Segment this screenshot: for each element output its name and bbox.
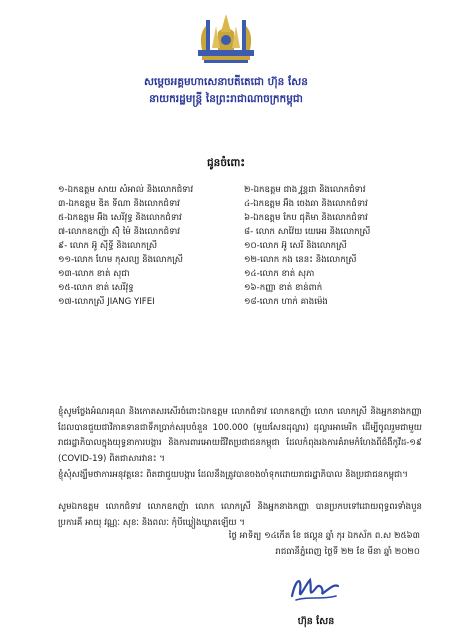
recipient-item: ១៧-លោកស្រី JIANG YIFEI bbox=[58, 296, 155, 307]
recipient-item: ១៥-លោក ខាត់ សេរីវុទ្ធ bbox=[58, 282, 134, 293]
recipient-item: ៩- លោក អ៊ូ ស៊ីទ្ធី និងលោកស្រី bbox=[58, 240, 158, 251]
blessing-paragraph: សូមឯកឧត្តម លោកជំទាវ លោកឧកញ៉ា លោក លោកស្រី និងអ្នកនាងកញ្ញា បានប្រកបទៅដោយពុទ្ធពរទាំងបួនប្រការគឺ អាយុ វណ្ណៈ សុខៈ និងពលៈ កុំបីឃ្លៀងឃ្លាតឡើយ ។ bbox=[58, 502, 422, 528]
thanks-paragraph: ខ្ញុំសូមថ្លែងអំណរគុណ និងកោតសរសើរចំពោះឯកឧត្តម លោកជំទាវ លោកឧកញ៉ា លោក លោកស្រី និងអ្នកនាងកញ្ញា ដែលបានជួយជាវិភាគទានជាទឹកប្រាក់សរុបចំនួន 100.000 (មួយសែនដុល្លារ) ដុល្លារអាមេរិក ដើម្បីចូលរួមជាមួយរាជរដ្ឋាភិបាលក្នុងយុទ្ធនាការបង្ការ និងការពារអោយជីវិតប្រជាជនកម្ពុជា ដែលកំពុងរងការគំរាមកំហែងពីជំងឺកូវីដ-១៩ (COVID-19) ពិតជាសារវានះ ។ bbox=[58, 407, 422, 464]
royal-coat-of-arms-icon bbox=[196, 10, 256, 68]
recipient-item: ៧-លោកឧកញ៉ា ស៊ុំ ម៉ៃ និងលោកជំទាវ bbox=[58, 226, 180, 237]
addressee-heading: ជូនចំពោះ bbox=[207, 157, 245, 169]
sender-position: នាយករដ្ឋមន្ត្រី នៃព្រះរាជាណាចក្រកម្ពុជា bbox=[149, 93, 303, 105]
recipient-item: ១៤-លោក ខាត់ សុភា bbox=[244, 268, 315, 279]
recipient-item: ១០-លោក អ៊ូ សេរី និងលោកស្រី bbox=[244, 240, 347, 251]
lunar-date: ថ្ងៃ អាទិត្យ ១៤កើត ខែ ផល្គុន ឆ្នាំ កុរ ឯកស័ក ព.ស ២៥៦៣ bbox=[228, 531, 420, 541]
recipient-item: ៨- លោក សាវ៉ៃយ យេអេរ និងលោកស្រី bbox=[244, 226, 371, 237]
recipient-item: ២-ឯកឧត្តម ជាង វុន្ណដា និងលោកជំទាវ bbox=[244, 185, 366, 195]
sender-title: សម្តេចអគ្គមហាសេនាបតីតេជោ ហ៊ុន សែន bbox=[144, 76, 308, 88]
recipient-item: ៤-ឯកឧត្តម អ៊ឹង ចេងឆា និងលោកជំទាវ bbox=[244, 198, 368, 209]
recipient-item: ១២-លោក កង នេនះ និងលោកស្រី bbox=[244, 254, 357, 265]
recipient-item: ១៦-កញ្ញា ខាត់ ខាន់ពាក់ bbox=[244, 282, 323, 293]
recipient-item: ១១-លោក ហែម កុសល្យ និងលោកស្រី bbox=[58, 254, 183, 265]
signer-name: ហ៊ុន សែន bbox=[297, 616, 335, 627]
recipient-list bbox=[58, 184, 428, 308]
recipient-item: ១-ឯកឧត្តម សាយ សំអាល់ និងលោកជំទាវ bbox=[58, 185, 194, 195]
solar-date: រាជធានីភ្នំពេញ ថ្ងៃទី ២២ ខែ មីនា ឆ្នាំ ២០២០ bbox=[275, 547, 420, 557]
recipient-item: ៦-ឯកឧត្តម កែប ជុតិមា និងលោកជំទាវ bbox=[244, 212, 368, 223]
recipient-item: ១៣-លោក ខាត់ សុជា bbox=[58, 268, 130, 279]
recipient-item: ៥-ឯកឧត្តម អ៊ឹង សេរីវុទ្ធ និងលោកជំទាវ bbox=[58, 212, 182, 223]
recipient-item: ១៨-លោក ហាក់ គាងម៉េង bbox=[244, 296, 328, 307]
recipient-item: ៣-ឯកឧត្តម ឌិត ទីណា និងលោកជំទាវ bbox=[58, 198, 180, 209]
handwritten-signature bbox=[286, 570, 342, 606]
hope-paragraph: ខ្ញុំសុំសង្ឃឹមថាការអនុវត្តនេះ ពិតជាជួយបង្ការ ដែលនឹងត្រូវបានចងចាំទុកដោយរាជរដ្ឋាភិបាល និងប្រជាជនកម្ពុជា។ bbox=[58, 470, 408, 480]
